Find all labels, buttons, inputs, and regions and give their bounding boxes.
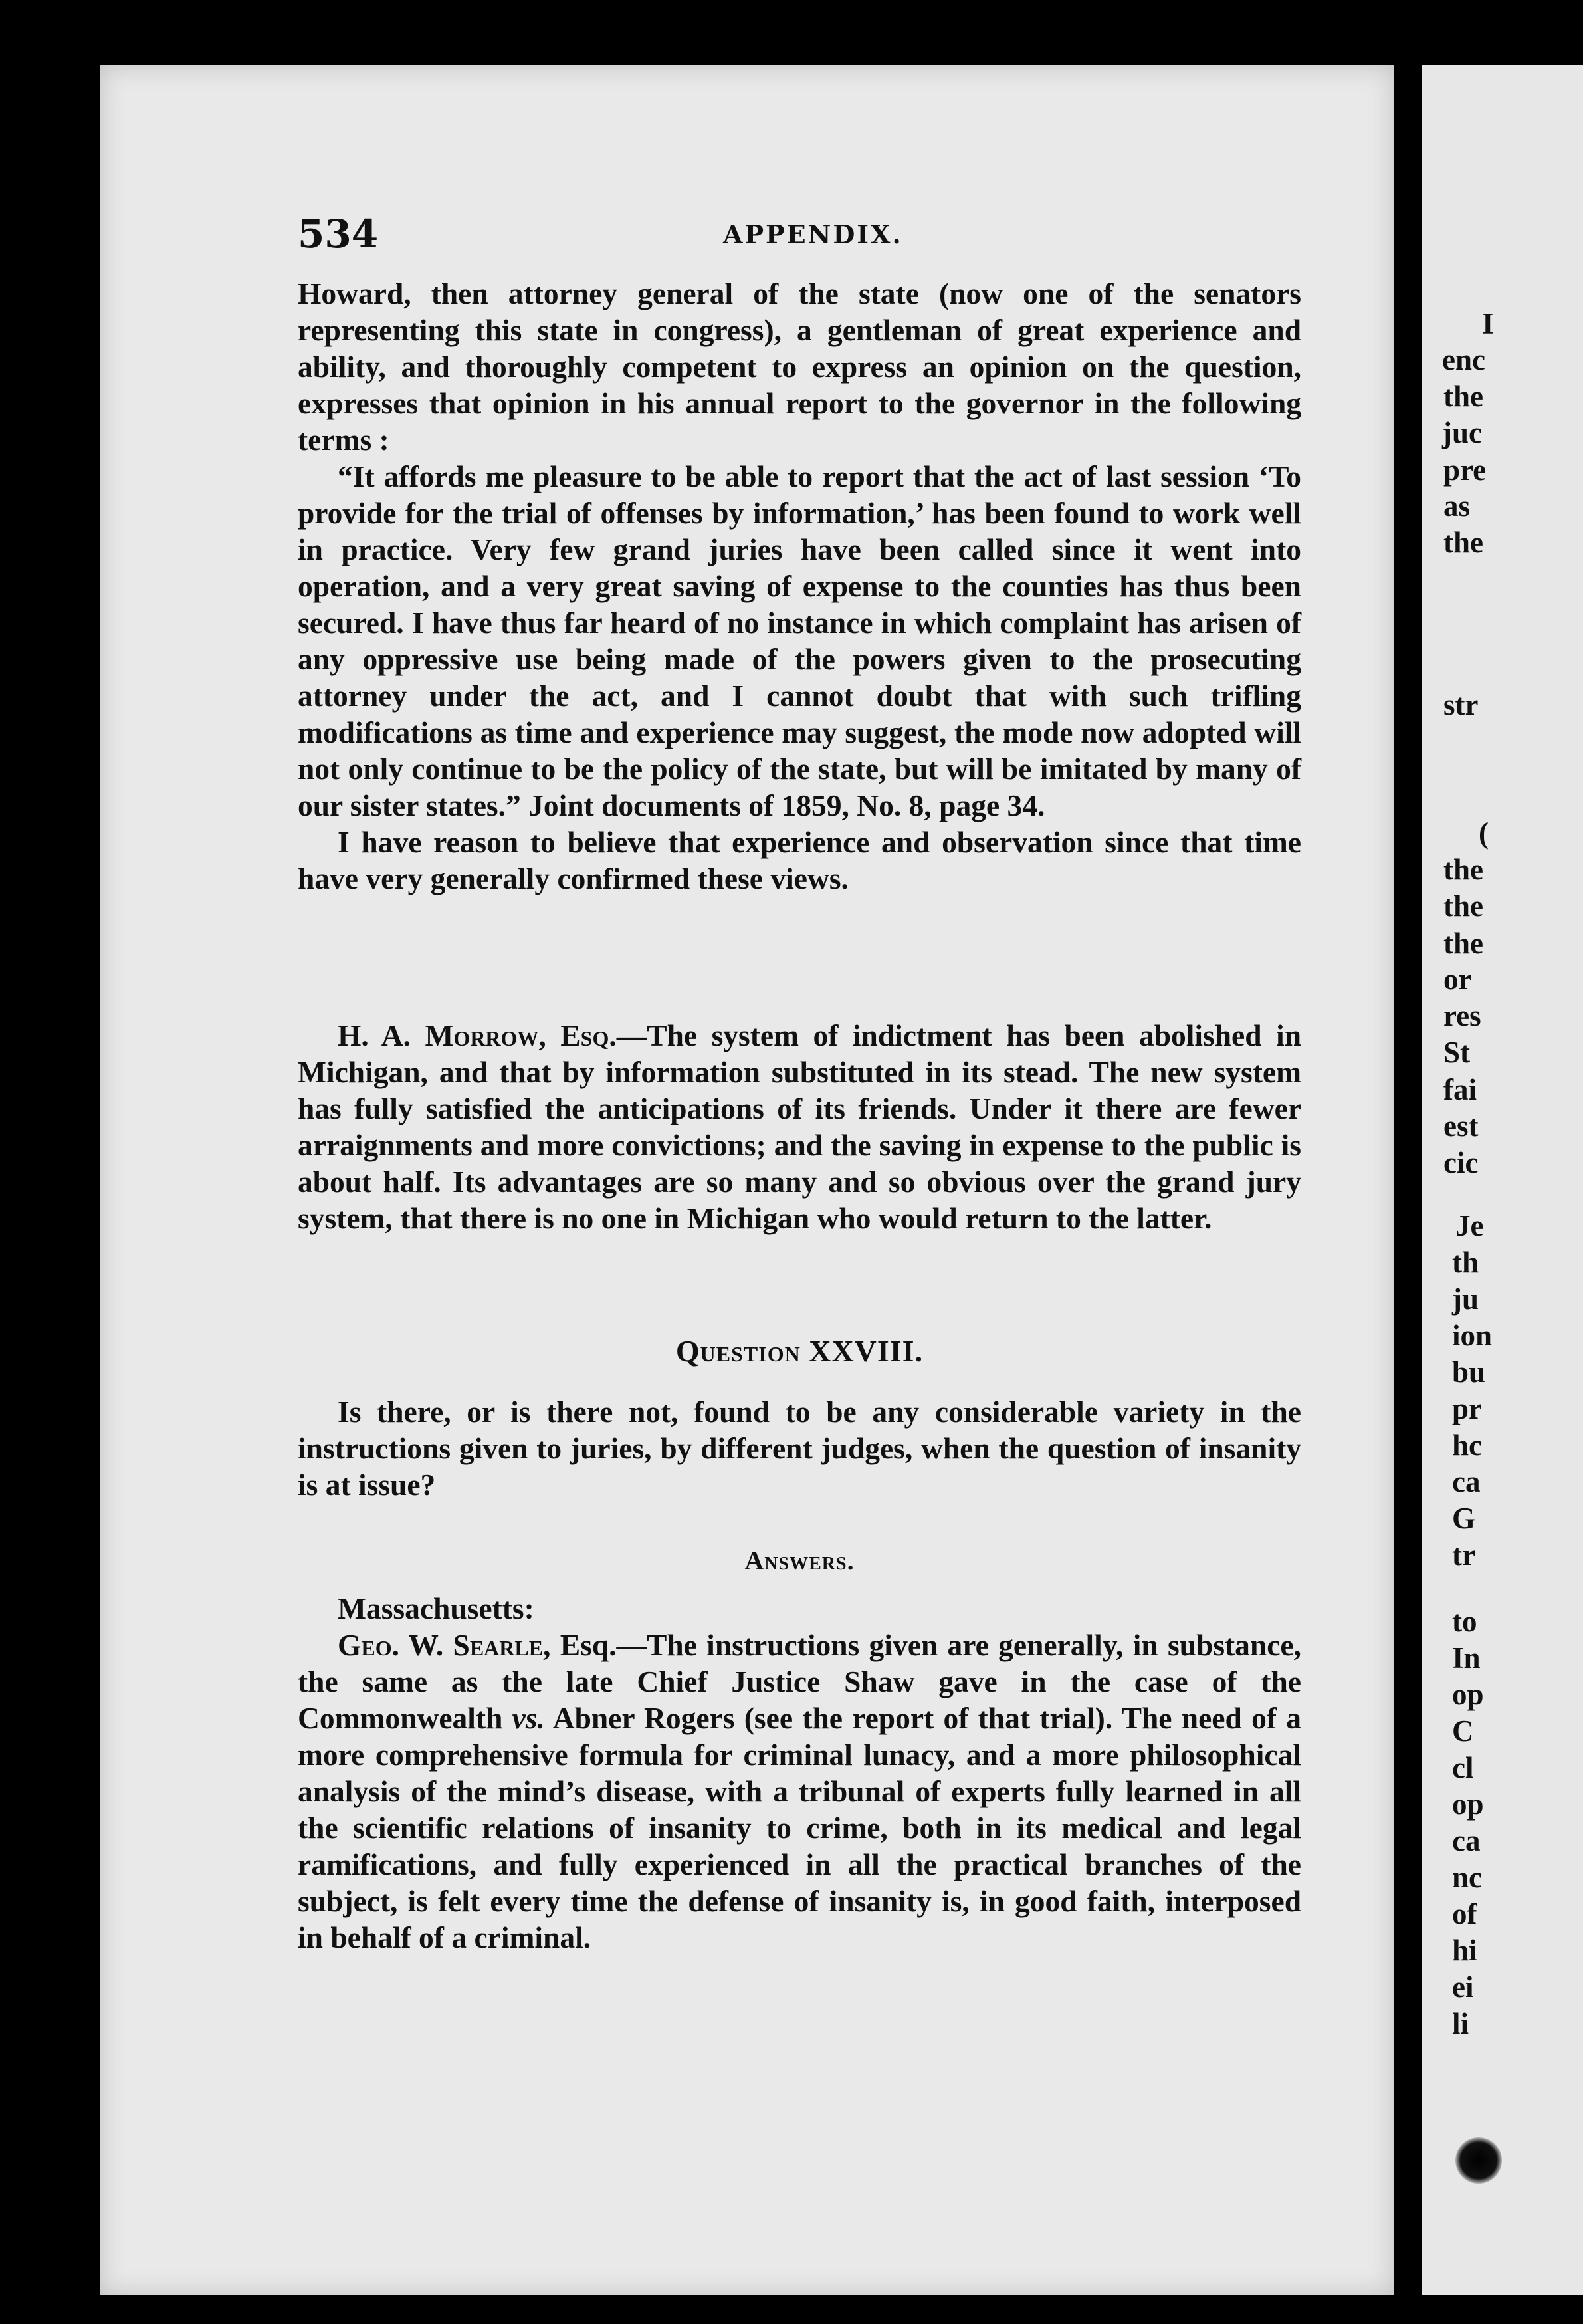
searle-esq: Esq.	[550, 1628, 617, 1662]
right-page-fragment: the	[1443, 380, 1483, 413]
right-page-fragment: C	[1452, 1714, 1474, 1748]
state-label: Massachusetts:	[338, 1591, 534, 1625]
right-page-fragment: I	[1482, 307, 1494, 340]
running-head: APPENDIX.	[723, 219, 903, 249]
right-page-fragment: pre	[1443, 453, 1487, 487]
body-block-3	[298, 1393, 1301, 1503]
right-page-fragment: li	[1452, 2007, 1469, 2040]
right-page-fragment: bu	[1452, 1355, 1486, 1389]
right-page-fragment: tr	[1452, 1538, 1475, 1571]
right-page-fragment: hc	[1452, 1429, 1482, 1462]
body-block-1	[298, 275, 1301, 897]
right-page-fragment: G	[1452, 1502, 1476, 1535]
right-page-fragment: ion	[1452, 1319, 1493, 1352]
right-page-fragment: ei	[1452, 1970, 1474, 2004]
body-block-4	[298, 1590, 1301, 1956]
right-page-fragment: the	[1443, 889, 1483, 923]
right-page-fragment: nc	[1452, 1861, 1482, 1894]
right-page-fragment: op	[1452, 1788, 1484, 1821]
versus: vs.	[512, 1701, 545, 1735]
question-heading-text: Question XXVIII.	[675, 1334, 924, 1368]
searle-text-a: —The instructions given are generally, in substance, the same as the late Chief Justice Shaw gave in the case of the Commonwealth	[298, 1628, 1302, 1735]
paragraph-searle	[298, 1627, 1301, 1956]
right-page-fragment: str	[1443, 688, 1479, 721]
right-page-fragment: or	[1443, 963, 1472, 996]
question-text: Is there, or is there not, found to be any considerable variety in the instructions given to juries, by different judges, when the question of insanity is at issue?	[298, 1395, 1301, 1502]
right-page-fragment: ju	[1452, 1282, 1479, 1316]
right-page-fragment: In	[1452, 1641, 1481, 1675]
right-page-fragment: the	[1443, 927, 1483, 960]
right-page-fragment: as	[1443, 489, 1471, 523]
page-header	[298, 211, 1301, 258]
right-page-fragment: juc	[1442, 416, 1482, 449]
right-page-edge	[1422, 65, 1583, 2295]
right-page-fragment: pr	[1452, 1392, 1482, 1425]
right-page-fragment: est	[1443, 1109, 1479, 1143]
searle-text-b: Abner Rogers (see the report of that trial). The need of a more comprehensive formula for criminal lunacy, and a more philosophical analysis of the mind’s disease, with a tribunal of experts fully learned in all the scientific relations of insanity to crime, both in its medical and legal ramifications, and fully experienced in all the practical branches of the subject, is felt every time the defense of insanity is, in good faith, interposed in behalf of a criminal.	[298, 1701, 1301, 1954]
speaker-searle: Geo. W. Searle,	[338, 1628, 551, 1662]
page-number: 534	[298, 211, 379, 257]
question-heading	[298, 1333, 1301, 1369]
right-page-fragment: res	[1443, 999, 1481, 1032]
morrow-text: —The system of indictment has been abolished in Michigan, and that by information substituted in its stead. The new system has fully satisfied the anticipations of its friends. Under it there are fewer arraignments and more convictions; and the saving in expense to the public is about half. Its advantages are so many and so obvious over the grand jury system, that there is no one in Michigan who would return to the latter.	[298, 1018, 1301, 1235]
paragraph-views: I have reason to believe that experience and observation since that time have very generally confirmed these views.	[298, 825, 1301, 895]
paragraph-howard: Howard, then attorney general of the state (now one of the senators representing this state in congress), a gentleman of great experience and ability, and thoroughly competent to express an opinion on the question, expresses that opinion in his annual report to the governor in the following terms :	[298, 277, 1301, 457]
right-page-fragment: the	[1443, 853, 1483, 886]
right-page-fragment: th	[1452, 1246, 1479, 1279]
answers-heading-text: Answers.	[744, 1546, 855, 1575]
right-page-fragment: the	[1443, 526, 1483, 559]
right-page-fragment: (	[1479, 816, 1489, 850]
speaker-morrow: H. A. Morrow, Esq.	[338, 1018, 617, 1052]
right-page-fragment: ca	[1452, 1465, 1481, 1498]
body-block-2	[298, 1017, 1301, 1236]
right-page-fragment: Je	[1455, 1209, 1484, 1242]
right-page-fragment: St	[1443, 1036, 1471, 1069]
right-page-fragment: cic	[1443, 1146, 1479, 1179]
right-page-fragment: of	[1452, 1897, 1477, 1930]
right-page-fragment: ca	[1452, 1824, 1481, 1857]
quote-paragraph: “It affords me pleasure to be able to report that the act of last session ‘To provide for the trial of offenses by information,’ has been found to work well in practice. Very few grand juries have been called since it went into operation, and a very great saving of expense to the counties has thus been secured. I have thus far heard of no instance in which complaint has arisen of any oppressive use being made of the powers given to the prosecuting attorney under the act, and I cannot doubt that with such trifling modifications as time and experience may suggest, the mode now adopted will not only continue to be the policy of the state, but will be imitated by many of our sister states.” Joint documents of 1859, No. 8, page 34.	[298, 459, 1301, 822]
answers-heading	[298, 1542, 1301, 1579]
paragraph-morrow	[298, 1017, 1301, 1236]
right-page-fragment: op	[1452, 1678, 1484, 1711]
right-page-fragment: fai	[1443, 1073, 1477, 1106]
ink-blot	[1455, 2137, 1502, 2184]
right-page-fragment: enc	[1442, 343, 1485, 376]
right-page-fragment: cl	[1452, 1751, 1474, 1784]
right-page-fragment: hi	[1452, 1934, 1477, 1967]
right-page-fragment: to	[1452, 1605, 1477, 1638]
